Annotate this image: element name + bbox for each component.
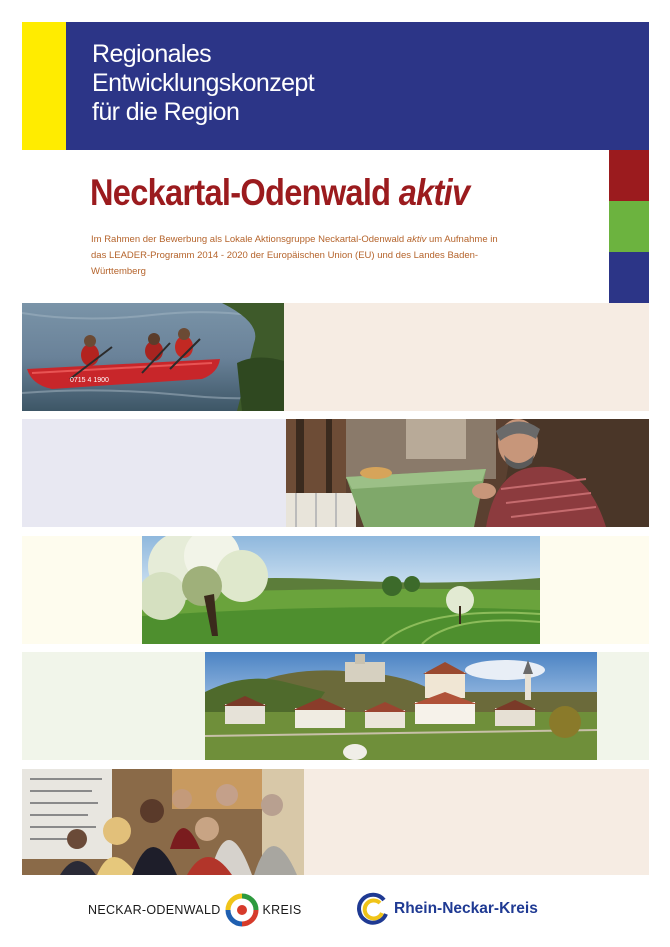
logo-rhein-neckar-kreis — [356, 892, 538, 926]
subtitle-part-2: um Aufnahme in das LEADER-Programm 2014 - 2020 der Europäischen Union (EU) und des Landes Baden-Württemberg — [91, 234, 498, 277]
logo-left-name: NECKAR-ODENWALD — [88, 903, 221, 917]
photo-canoe — [22, 303, 284, 411]
neckar-odenwald-emblem-icon — [225, 893, 259, 927]
header-line-2: Entwicklungskonzept — [92, 69, 315, 97]
header-line-3: für die Region — [92, 98, 240, 126]
canoe-number: 0715 4 1900 — [70, 377, 109, 384]
yellow-accent-bar — [22, 22, 66, 150]
logo-left-kreis: KREIS — [262, 903, 302, 917]
logo-right-name: Rhein-Neckar-Kreis — [394, 900, 538, 917]
header-title — [92, 40, 314, 127]
blue-color-block — [609, 252, 649, 303]
logo-neckar-odenwald-kreis — [88, 893, 302, 927]
title-accent: aktiv — [398, 172, 470, 213]
green-color-block — [609, 201, 649, 252]
title-main: Neckartal-Odenwald — [90, 172, 391, 213]
page-title — [90, 172, 469, 214]
subtitle-part-1: Im Rahmen der Bewerbung als Lokale Aktionsgruppe Neckartal-Odenwald — [91, 234, 405, 245]
photo-meeting — [22, 769, 304, 875]
photo-meadow — [142, 536, 540, 644]
photo-village — [205, 652, 597, 760]
red-color-block — [609, 150, 649, 201]
subtitle — [91, 232, 511, 280]
photo-man-trough — [286, 419, 649, 527]
header-line-1: Regionales — [92, 40, 212, 68]
rhein-neckar-emblem-icon — [356, 892, 390, 926]
subtitle-accent: aktiv — [406, 234, 427, 245]
